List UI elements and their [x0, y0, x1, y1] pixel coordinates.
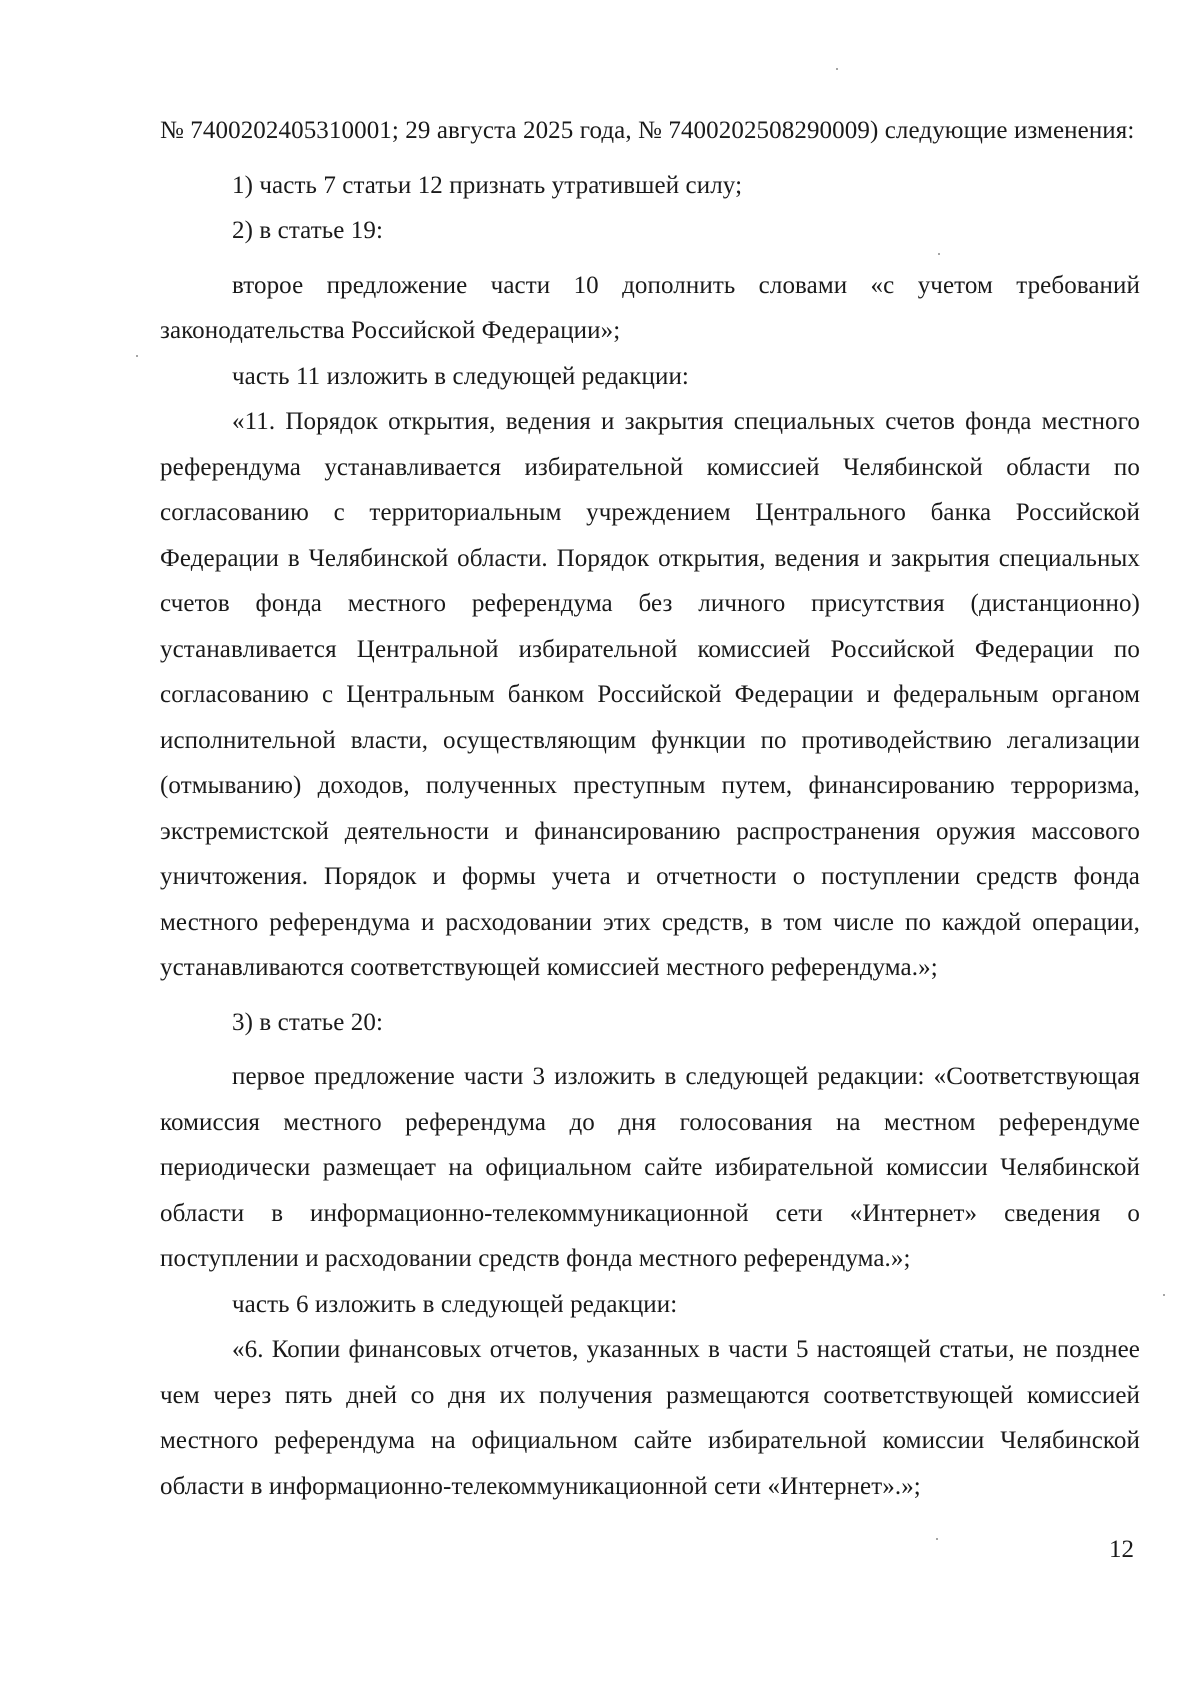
- scan-speck: [936, 1538, 938, 1540]
- paragraph-article19-part10: второе предложение части 10 дополнить словами «с учетом требований законодательства Российской Федерации»;: [160, 271, 1140, 344]
- paragraph-article20-part3: первое предложение части 3 изложить в следующей редакции: «Соответствующая комиссия местного референдума до дня голосования на местном референдуме периодически размещает на официальном сайте избирательной комиссии Челябинской области в информационно-телекоммуникационной сети «Интернет» сведения о поступлении и расходовании средств фонда местного референдума.»;: [160, 1063, 1140, 1272]
- scan-speck: [136, 355, 138, 357]
- document-body: [160, 108, 1140, 1509]
- paragraph-item-3: 3) в статье 20:: [232, 1008, 384, 1036]
- paragraph-article20-part6-intro: часть 6 изложить в следующей редакции:: [232, 1290, 678, 1318]
- paragraph-article19-part11-intro: часть 11 изложить в следующей редакции:: [232, 362, 689, 390]
- scan-speck: [836, 68, 838, 70]
- scan-speck: [938, 253, 940, 255]
- paragraph-continuation: № 7400202405310001; 29 августа 2025 года, № 7400202508290009) следующие изменения:: [160, 117, 1135, 144]
- scan-speck: [1163, 1294, 1165, 1296]
- page-number: 12: [1109, 1536, 1134, 1563]
- paragraph-article20-part6-text: «6. Копии финансовых отчетов, указанных в части 5 настоящей статьи, не позднее чем через пять дней со дня их получения размещаются соответствующей комиссией местного референдума на официальном сайте избирательной комиссии Челябинской области в информационно-телекоммуникационной сети «Интернет».»;: [160, 1336, 1140, 1500]
- paragraph-item-2: 2) в статье 19:: [232, 217, 384, 244]
- paragraph-item-1: 1) часть 7 статьи 12 признать утратившей силу;: [232, 171, 743, 199]
- paragraph-article19-part11-text: «11. Порядок открытия, ведения и закрытия специальных счетов фонда местного референдума устанавливается избирательной комиссией Челябинской области по согласованию с территориальным учреждением Центрального банка Российской Федерации в Челябинской области. Порядок открытия, ведения и закрытия специальных счетов фонда местного референдума без личного присутствия (дистанционно) устанавливается Центральной избирательной комиссией Российской Федерации по согласованию с Центральным банком Российской Федерации и федеральным органом исполнительной власти, осуществляющим функции по противодействию легализации (отмыванию) доходов, полученных преступным путем, финансированию терроризма, экстремистской деятельности и финансированию распространения оружия массового уничтожения. Порядок и формы учета и отчетности о поступлении средств фонда местного референдума и расходовании этих средств, в том числе по каждой операции, устанавливаются соответствующей комиссией местного референдума.»;: [160, 408, 1140, 981]
